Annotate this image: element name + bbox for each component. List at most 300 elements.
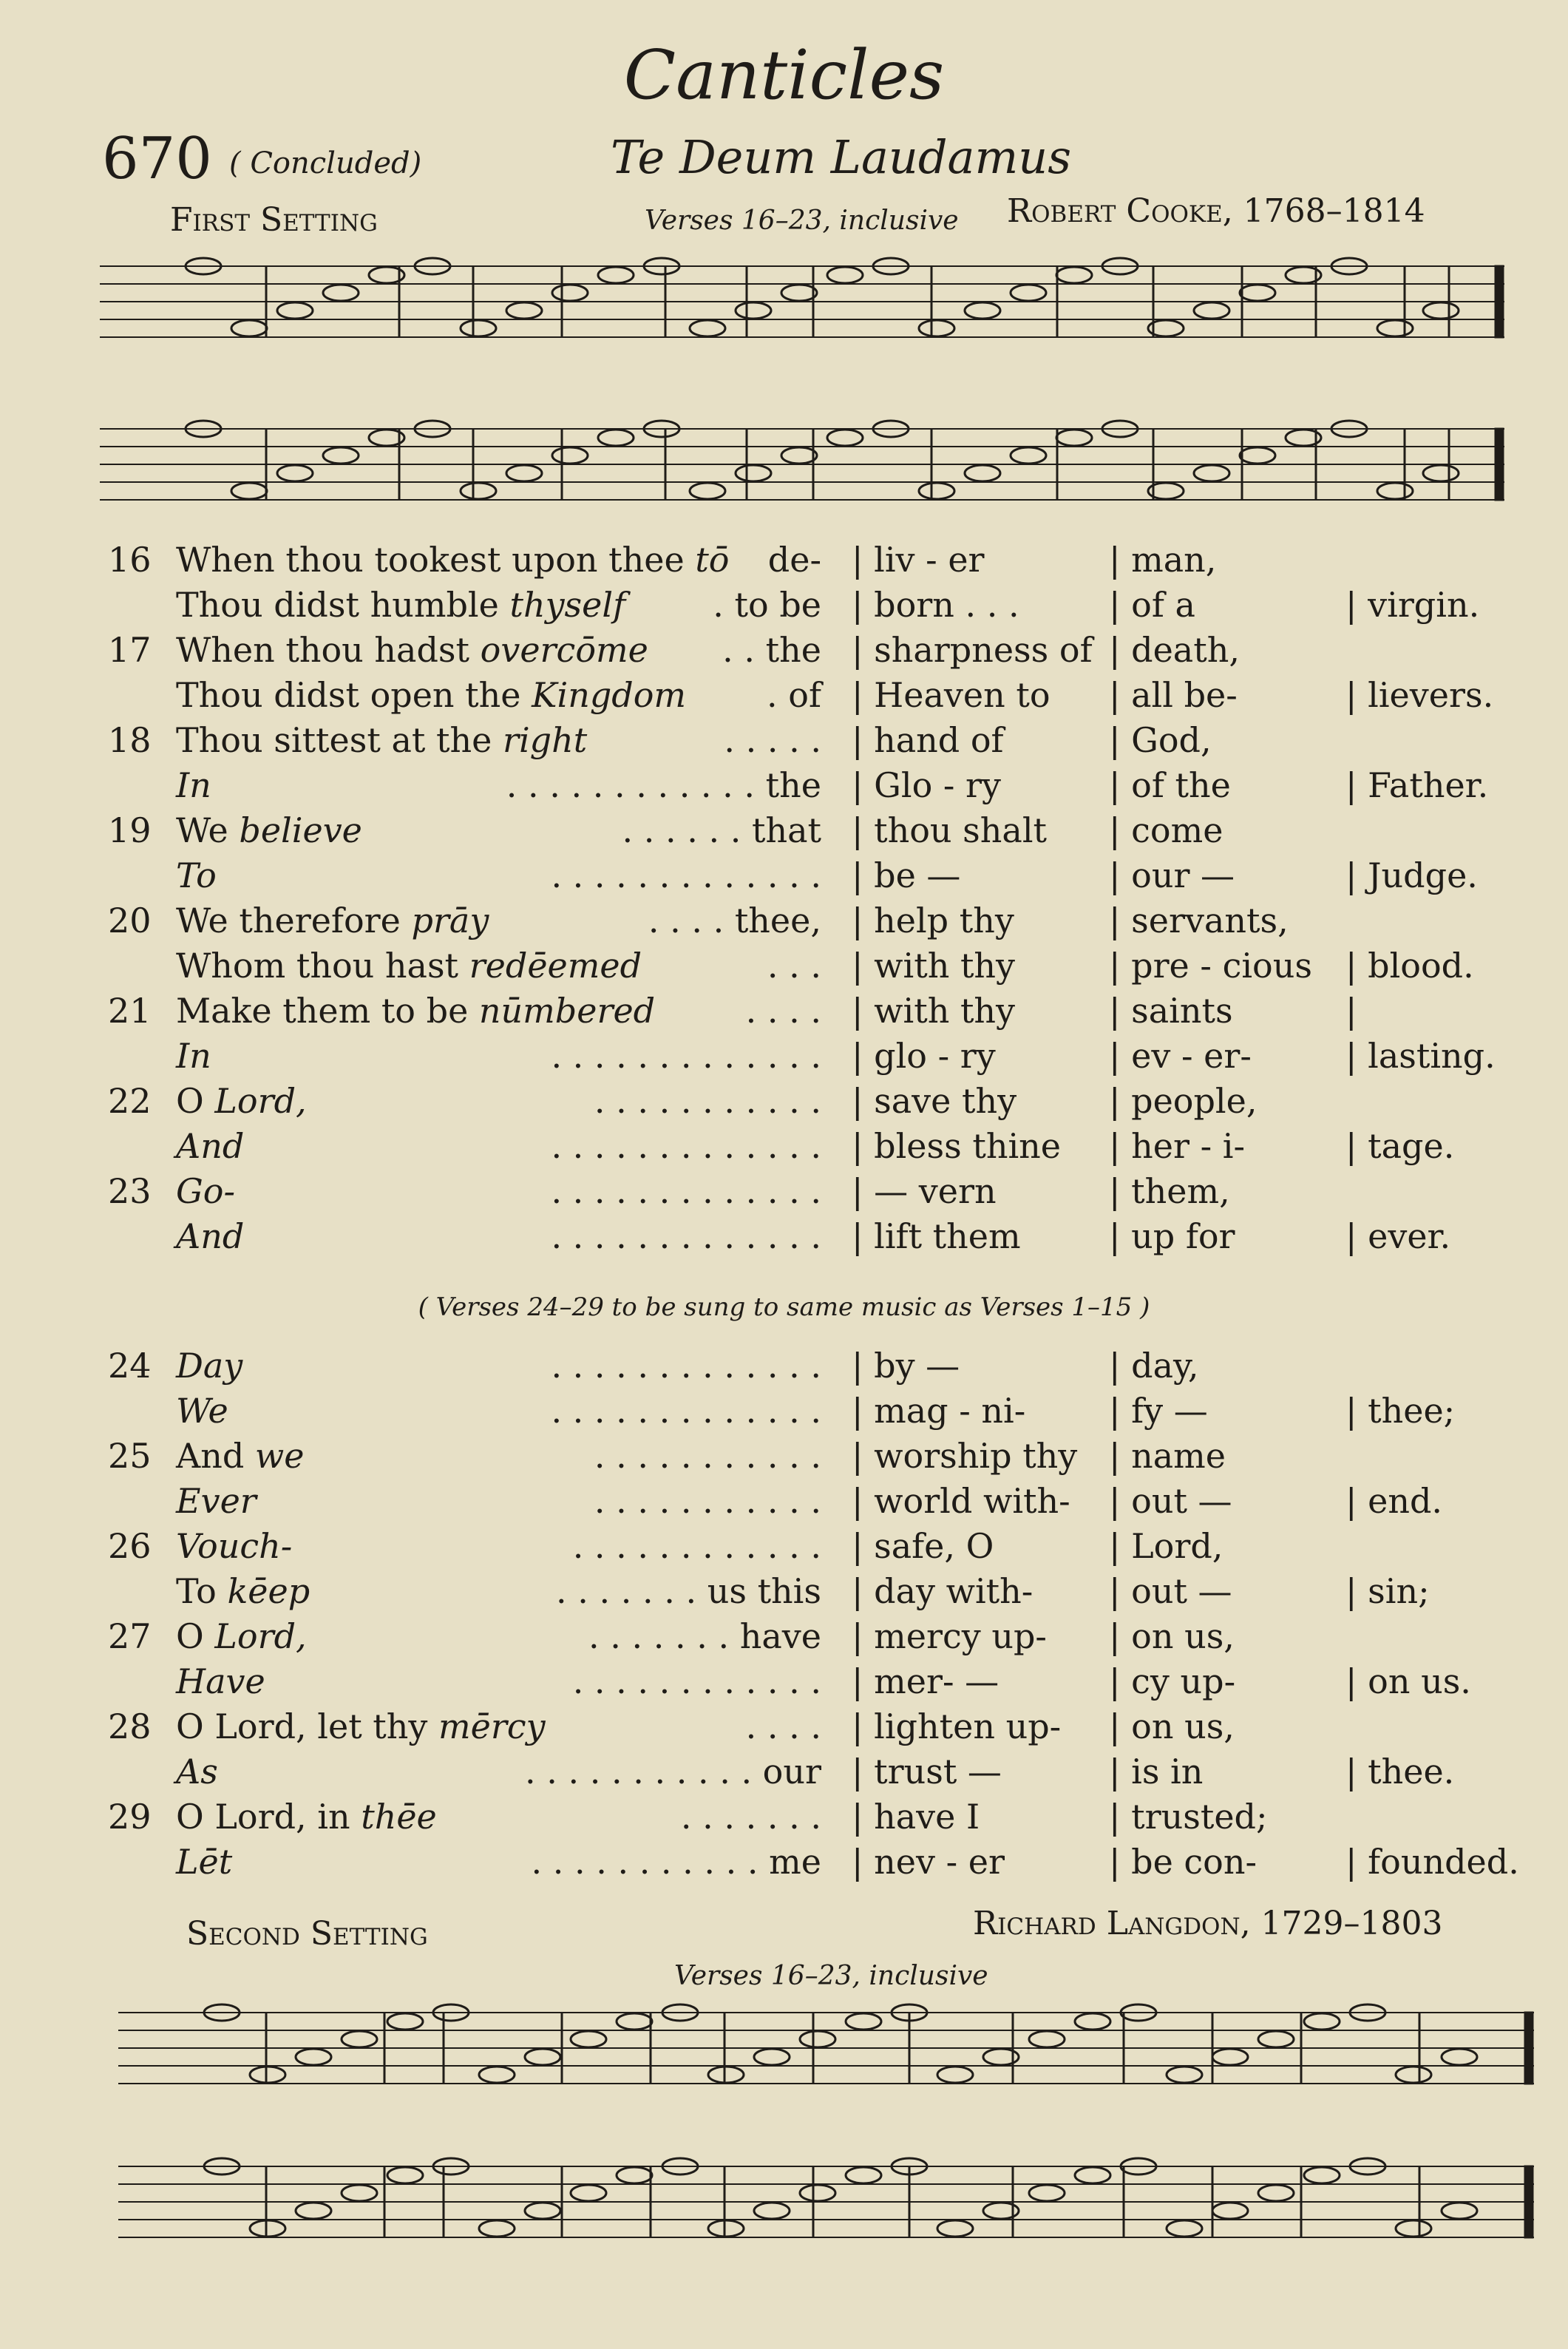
chant-bar-3: | tage. xyxy=(1345,1126,1455,1166)
verse-text xyxy=(176,946,642,986)
verse-text xyxy=(176,1842,232,1882)
chant-row xyxy=(0,1706,1568,1752)
verse-stressed-word: Have xyxy=(176,1661,265,1701)
note-head xyxy=(690,320,725,336)
chant-bar-2: | servants, xyxy=(1109,901,1289,940)
chant-row xyxy=(0,1842,1568,1887)
verse-text xyxy=(176,1661,265,1701)
verse-text xyxy=(176,1346,242,1386)
chant-bar-2: | day, xyxy=(1109,1346,1199,1386)
note-head xyxy=(846,2167,881,2183)
verse-mid: . . . . . . . . . . . . xyxy=(572,1526,821,1566)
chant-bar-1: | trust — xyxy=(852,1752,1002,1792)
chant-bar-2: | out — xyxy=(1109,1481,1232,1521)
chant-row xyxy=(0,1436,1568,1481)
note-head xyxy=(1377,483,1413,499)
chant-bar-1: | with thy xyxy=(852,946,1016,986)
chant-bar-2: | man, xyxy=(1109,540,1217,580)
chant-bar-2: | our — xyxy=(1109,855,1235,895)
note-head xyxy=(1167,2220,1202,2237)
verse-text xyxy=(176,901,489,940)
chant-bar-2: | all be- xyxy=(1109,675,1238,715)
note-head xyxy=(708,2067,744,2083)
chant-bar-1: | world with- xyxy=(852,1481,1070,1521)
note-head xyxy=(937,2220,973,2237)
verse-mid: . . . . . . . us this xyxy=(556,1571,821,1611)
verse-stressed-word: redēemed xyxy=(469,946,642,986)
chant-bar-1: | worship thy xyxy=(852,1436,1078,1476)
verse-mid: . . . . thee, xyxy=(648,901,821,940)
verse-number: 21 xyxy=(108,991,152,1031)
chant-bar-1: | born . . . xyxy=(852,585,1019,625)
verse-text xyxy=(176,810,362,850)
verse-text xyxy=(176,855,217,895)
chant-row xyxy=(0,1171,1568,1216)
verse-text xyxy=(176,720,587,760)
chant-bar-3: | lievers. xyxy=(1345,675,1494,715)
verse-stressed-word: nūmbered xyxy=(478,991,656,1031)
chant-bar-2: | death, xyxy=(1109,630,1240,670)
note-head xyxy=(919,320,954,336)
verse-mid: . . . . . . . . . . . xyxy=(594,1081,821,1121)
second-setting-label: Second Setting xyxy=(186,1915,428,1953)
note-head xyxy=(1442,2203,1477,2219)
hymn-title: Te Deum Laudamus xyxy=(611,130,1072,184)
chant-bar-1: | by — xyxy=(852,1346,960,1386)
verse-stressed-word: Lord, xyxy=(214,1616,307,1656)
note-head xyxy=(525,2203,560,2219)
verse-mid: . . . . xyxy=(745,991,821,1031)
note-head xyxy=(342,2031,377,2047)
chant-bar-1: | nev - er xyxy=(852,1842,1005,1882)
chant-bar-3: | thee. xyxy=(1345,1752,1455,1792)
verse-number: 25 xyxy=(108,1436,152,1476)
note-head xyxy=(965,465,1000,481)
chant-row xyxy=(0,991,1568,1036)
verse-mid: . . . . . . . . . . . . . xyxy=(551,1391,821,1431)
verse-mid: . . . . . . . . . . . me xyxy=(531,1842,821,1882)
chant-bar-3: | Father. xyxy=(1345,765,1489,805)
verse-text xyxy=(176,540,730,580)
verse-text xyxy=(176,1036,211,1076)
verse-stressed-word: Lēt xyxy=(176,1842,233,1882)
verse-text xyxy=(176,1171,235,1211)
verse-stressed-word: And xyxy=(176,1216,245,1256)
verse-stressed-word: mērcy xyxy=(438,1706,546,1746)
note-head xyxy=(323,447,359,464)
verse-plain-text: Whom thou hast xyxy=(176,946,469,986)
verse-text xyxy=(176,585,625,625)
hymn-number: 670 xyxy=(102,126,212,192)
chant-bar-3: | sin; xyxy=(1345,1571,1430,1611)
verse-mid: . . . xyxy=(767,946,821,986)
verse-mid: . . . . . . . . . . . . . xyxy=(551,855,821,895)
verse-number: 29 xyxy=(108,1797,152,1837)
concluded-note: ( Concluded) xyxy=(229,146,422,180)
note-head xyxy=(1304,2013,1340,2030)
note-head xyxy=(1423,465,1459,481)
verse-mid: de- xyxy=(767,540,821,580)
verse-text xyxy=(176,1797,437,1837)
note-head xyxy=(506,302,542,319)
note-head xyxy=(231,483,267,499)
chant-bar-3: | on us. xyxy=(1345,1661,1471,1701)
verse-number: 28 xyxy=(108,1706,152,1746)
verse-mid: . . . . . . . . . . . our xyxy=(525,1752,821,1792)
note-head xyxy=(1194,465,1229,481)
verse-plain-text: O Lord, let thy xyxy=(176,1706,439,1746)
note-head xyxy=(1029,2031,1065,2047)
chant-bar-3: | xyxy=(1345,991,1357,1031)
verse-mid: . . the xyxy=(722,630,821,670)
verse-stressed-word: kēep xyxy=(227,1571,310,1611)
chant-bar-1: | mercy up- xyxy=(852,1616,1047,1656)
verse-stressed-word: Vouch- xyxy=(176,1526,293,1566)
verse-text xyxy=(176,1481,257,1521)
chant-bar-2: | Lord, xyxy=(1109,1526,1223,1566)
page-title: Canticles xyxy=(623,35,945,115)
verse-stressed-word: Kingdom xyxy=(532,675,687,715)
verse-mid: . . . . . . . . . . . . . xyxy=(551,1171,821,1211)
verse-stressed-word: overcōme xyxy=(480,630,648,670)
chant-bar-2: | name xyxy=(1109,1436,1226,1476)
note-head xyxy=(1377,320,1413,336)
note-head xyxy=(387,2167,423,2183)
note-head xyxy=(1056,267,1092,283)
note-head xyxy=(754,2049,790,2065)
verse-stressed-word: tō xyxy=(695,540,730,580)
verse-plain-text: O xyxy=(176,1616,215,1656)
verse-plain-text: Thou didst humble xyxy=(176,585,510,625)
final-bar xyxy=(1525,2013,1533,2084)
chant-bar-1: | hand of xyxy=(852,720,1004,760)
chant-bar-2: | ev - er- xyxy=(1109,1036,1252,1076)
verse-stressed-word: prāy xyxy=(411,901,489,940)
verse-text xyxy=(176,1216,244,1256)
chant-bar-1: | mag - ni- xyxy=(852,1391,1026,1431)
chant-bar-1: | lighten up- xyxy=(852,1706,1062,1746)
note-head xyxy=(1011,285,1046,301)
chant-bar-2: | them, xyxy=(1109,1171,1230,1211)
chant-row xyxy=(0,810,1568,855)
chant-bar-2: | people, xyxy=(1109,1081,1258,1121)
verse-plain-text: O Lord, in xyxy=(176,1797,362,1837)
verse-mid: . . . . . . . . . . . xyxy=(594,1481,821,1521)
chant-bar-2: | saints xyxy=(1109,991,1233,1031)
verse-stressed-word: we xyxy=(254,1436,305,1476)
note-head xyxy=(1167,2067,1202,2083)
chant-bar-1: | glo - ry xyxy=(852,1036,996,1076)
note-head xyxy=(552,285,588,301)
chant-bar-1: | Glo - ry xyxy=(852,765,1002,805)
verse-number: 23 xyxy=(108,1171,152,1211)
verse-plain-text: And xyxy=(176,1436,255,1476)
verse-text xyxy=(176,1526,292,1566)
note-head xyxy=(1304,2167,1340,2183)
verse-plain-text: Thou didst open the xyxy=(176,675,532,715)
note-head xyxy=(250,2220,285,2237)
chant-bar-3: | lasting. xyxy=(1345,1036,1496,1076)
verse-mid: . . . . . . . . . . . . . xyxy=(551,1126,821,1166)
chant-bar-1: | — vern xyxy=(852,1171,997,1211)
verse-text xyxy=(176,630,648,670)
note-head xyxy=(231,320,267,336)
first-setting-composer: Robert Cooke, 1768–1814 xyxy=(1007,192,1425,230)
chant-bar-1: | have I xyxy=(852,1797,980,1837)
chant-bar-2: | out — xyxy=(1109,1571,1232,1611)
note-head xyxy=(277,302,313,319)
note-head xyxy=(1029,2185,1065,2201)
verse-mid: . . . . . . . have xyxy=(588,1616,821,1656)
chant-row xyxy=(0,1216,1568,1261)
chant-bar-1: | day with- xyxy=(852,1571,1034,1611)
verse-text xyxy=(176,1081,307,1121)
note-head xyxy=(617,2167,652,2183)
chant-bar-2: | come xyxy=(1109,810,1223,850)
note-head xyxy=(598,267,634,283)
note-head xyxy=(1258,2031,1294,2047)
first-setting-verses: Verses 16–23, inclusive xyxy=(645,206,959,236)
chant-bar-1: | thou shalt xyxy=(852,810,1048,850)
note-head xyxy=(1396,2067,1431,2083)
note-head xyxy=(387,2013,423,2030)
verse-text xyxy=(176,765,211,805)
note-head xyxy=(736,465,771,481)
note-head xyxy=(708,2220,744,2237)
verse-stressed-word: Ever xyxy=(176,1481,257,1521)
chant-bar-3: | virgin. xyxy=(1345,585,1480,625)
verse-number: 27 xyxy=(108,1616,152,1656)
note-head xyxy=(846,2013,881,2030)
note-head xyxy=(919,483,954,499)
verse-mid: . . . . . . . . . . . . . xyxy=(551,1216,821,1256)
verse-stressed-word: believe xyxy=(239,810,362,850)
chant-bar-1: | be — xyxy=(852,855,961,895)
chant-bar-3: | founded. xyxy=(1345,1842,1519,1882)
chant-row xyxy=(0,720,1568,765)
note-head xyxy=(598,430,634,446)
verse-mid: . . . . . . . . . . . . . xyxy=(551,1346,821,1386)
note-head xyxy=(1194,302,1229,319)
verse-mid: . . . . . xyxy=(724,720,821,760)
note-head xyxy=(965,302,1000,319)
note-head xyxy=(937,2067,973,2083)
verse-mid: . . . . . . . . . . . . the xyxy=(506,765,821,805)
second-setting-verses: Verses 16–23, inclusive xyxy=(674,1961,988,1991)
chant-bar-2: | God, xyxy=(1109,720,1212,760)
note-head xyxy=(690,483,725,499)
verse-text xyxy=(176,991,655,1031)
chant-bar-1: | mer- — xyxy=(852,1661,999,1701)
verse-plain-text: We xyxy=(176,810,240,850)
note-head xyxy=(800,2031,835,2047)
verse-mid: . to be xyxy=(713,585,821,625)
chant-bar-1: | lift them xyxy=(852,1216,1021,1256)
chant-row xyxy=(0,1616,1568,1661)
chant-row xyxy=(0,1661,1568,1706)
verse-number: 26 xyxy=(108,1526,152,1566)
note-head xyxy=(827,430,863,446)
note-head xyxy=(571,2185,606,2201)
chant-row xyxy=(0,946,1568,991)
note-head xyxy=(1240,447,1275,464)
chant-bar-1: | Heaven to xyxy=(852,675,1051,715)
verse-stressed-word: right xyxy=(502,720,588,760)
note-head xyxy=(781,285,817,301)
verse-number: 17 xyxy=(108,630,152,670)
chant-bar-3: | Judge. xyxy=(1345,855,1478,895)
note-head xyxy=(736,302,771,319)
chant-bar-2: | be con- xyxy=(1109,1842,1258,1882)
chant-bar-3: | end. xyxy=(1345,1481,1443,1521)
verse-text xyxy=(176,1752,218,1792)
verse-text xyxy=(176,1706,546,1746)
note-head xyxy=(1075,2013,1110,2030)
verse-plain-text: O xyxy=(176,1081,215,1121)
chant-bar-1: | save thy xyxy=(852,1081,1017,1121)
chant-row xyxy=(0,1391,1568,1436)
note-head xyxy=(552,447,588,464)
first-setting-label: First Setting xyxy=(170,201,378,239)
note-head xyxy=(479,2067,515,2083)
note-head xyxy=(1075,2167,1110,2183)
chant-row xyxy=(0,675,1568,720)
chant-row xyxy=(0,855,1568,901)
note-head xyxy=(525,2049,560,2065)
verse-text xyxy=(176,1436,305,1476)
verse-number: 24 xyxy=(108,1346,152,1386)
note-head xyxy=(1011,447,1046,464)
chant-bar-1: | sharpness of xyxy=(852,630,1093,670)
note-head xyxy=(277,465,313,481)
verse-text xyxy=(176,1126,244,1166)
note-head xyxy=(1258,2185,1294,2201)
verse-number: 20 xyxy=(108,901,152,940)
chant-row xyxy=(0,1126,1568,1171)
chant-bar-2: | on us, xyxy=(1109,1706,1235,1746)
chant-bar-2: | trusted; xyxy=(1109,1797,1268,1837)
verse-stressed-word: Go- xyxy=(176,1171,235,1211)
chant-row xyxy=(0,1481,1568,1526)
note-head xyxy=(250,2067,285,2083)
final-bar xyxy=(1496,266,1503,337)
chant-row xyxy=(0,1752,1568,1797)
note-head xyxy=(342,2185,377,2201)
chant-bar-2: | of the xyxy=(1109,765,1231,805)
chant-bar-2: | her - i- xyxy=(1109,1126,1245,1166)
verse-stressed-word: In xyxy=(176,1036,211,1076)
verse-mid: . . . . . . that xyxy=(622,810,821,850)
chant-row xyxy=(0,901,1568,946)
note-head xyxy=(827,267,863,283)
verse-text xyxy=(176,1571,310,1611)
verse-stressed-word: To xyxy=(176,855,217,895)
verse-stressed-word: Day xyxy=(176,1346,243,1386)
chant-bar-3: | ever. xyxy=(1345,1216,1451,1256)
note-head xyxy=(754,2203,790,2219)
chant-row xyxy=(0,630,1568,675)
repeat-instruction: ( Verses 24–29 to be sung to same music as Verses 1–15 ) xyxy=(418,1292,1150,1322)
chant-bar-1: | help thy xyxy=(852,901,1014,940)
verse-number: 18 xyxy=(108,720,152,760)
verse-stressed-word: thyself xyxy=(509,585,626,625)
verse-number: 22 xyxy=(108,1081,152,1121)
note-head xyxy=(506,465,542,481)
verse-mid: . . . . . . . . . . . . xyxy=(572,1661,821,1701)
chant-bar-1: | with thy xyxy=(852,991,1016,1031)
verse-plain-text: When thou hadst xyxy=(176,630,481,670)
verse-stressed-word: Lord, xyxy=(214,1081,307,1121)
chant-bar-1: | bless thine xyxy=(852,1126,1062,1166)
final-bar xyxy=(1525,2166,1533,2237)
verse-plain-text: We therefore xyxy=(176,901,412,940)
note-head xyxy=(1240,285,1275,301)
verse-text xyxy=(176,675,686,715)
note-head xyxy=(323,285,359,301)
note-head xyxy=(1212,2049,1248,2065)
chant-bar-2: | is in xyxy=(1109,1752,1204,1792)
chant-bar-1: | liv - er xyxy=(852,540,985,580)
note-head xyxy=(296,2203,331,2219)
verse-mid: . . . . . . . xyxy=(680,1797,821,1837)
chant-row xyxy=(0,765,1568,810)
chant-row xyxy=(0,1081,1568,1126)
chant-bar-3: | blood. xyxy=(1345,946,1474,986)
second-setting-composer: Richard Langdon, 1729–1803 xyxy=(973,1905,1443,1942)
chant-bar-2: | on us, xyxy=(1109,1616,1235,1656)
note-head xyxy=(800,2185,835,2201)
chant-row xyxy=(0,1526,1568,1571)
verse-stressed-word: As xyxy=(176,1752,218,1792)
verse-text xyxy=(176,1391,228,1431)
verse-stressed-word: In xyxy=(176,765,211,805)
note-head xyxy=(1212,2203,1248,2219)
verse-mid: . of xyxy=(767,675,821,715)
note-head xyxy=(1396,2220,1431,2237)
verse-plain-text: Thou sittest at the xyxy=(176,720,503,760)
chant-row xyxy=(0,1571,1568,1616)
chant-bar-2: | fy — xyxy=(1109,1391,1208,1431)
chant-row xyxy=(0,1797,1568,1842)
chant-row xyxy=(0,540,1568,585)
verse-stressed-word: We xyxy=(176,1391,228,1431)
verse-mid: . . . . . . . . . . . . . xyxy=(551,1036,821,1076)
verse-plain-text: Make them to be xyxy=(176,991,479,1031)
chant-bar-1: | safe, O xyxy=(852,1526,994,1566)
chant-bar-2: | up for xyxy=(1109,1216,1235,1256)
chant-bar-2: | of a xyxy=(1109,585,1195,625)
verse-plain-text: To xyxy=(176,1571,228,1611)
note-head xyxy=(479,2220,515,2237)
chant-row xyxy=(0,1346,1568,1391)
verse-stressed-word: And xyxy=(176,1126,245,1166)
verse-number: 16 xyxy=(108,540,152,580)
note-head xyxy=(1442,2049,1477,2065)
verse-mid: . . . . . . . . . . . xyxy=(594,1436,821,1476)
note-head xyxy=(1056,430,1092,446)
note-head xyxy=(296,2049,331,2065)
note-head xyxy=(781,447,817,464)
verse-mid: . . . . xyxy=(745,1706,821,1746)
note-head xyxy=(461,320,496,336)
verse-stressed-word: thēe xyxy=(361,1797,437,1837)
verse-plain-text: When thou tookest upon thee xyxy=(176,540,696,580)
chant-bar-3: | thee; xyxy=(1345,1391,1456,1431)
chant-bar-2: | cy up- xyxy=(1109,1661,1236,1701)
note-head xyxy=(571,2031,606,2047)
chant-row xyxy=(0,585,1568,630)
chant-row xyxy=(0,1036,1568,1081)
